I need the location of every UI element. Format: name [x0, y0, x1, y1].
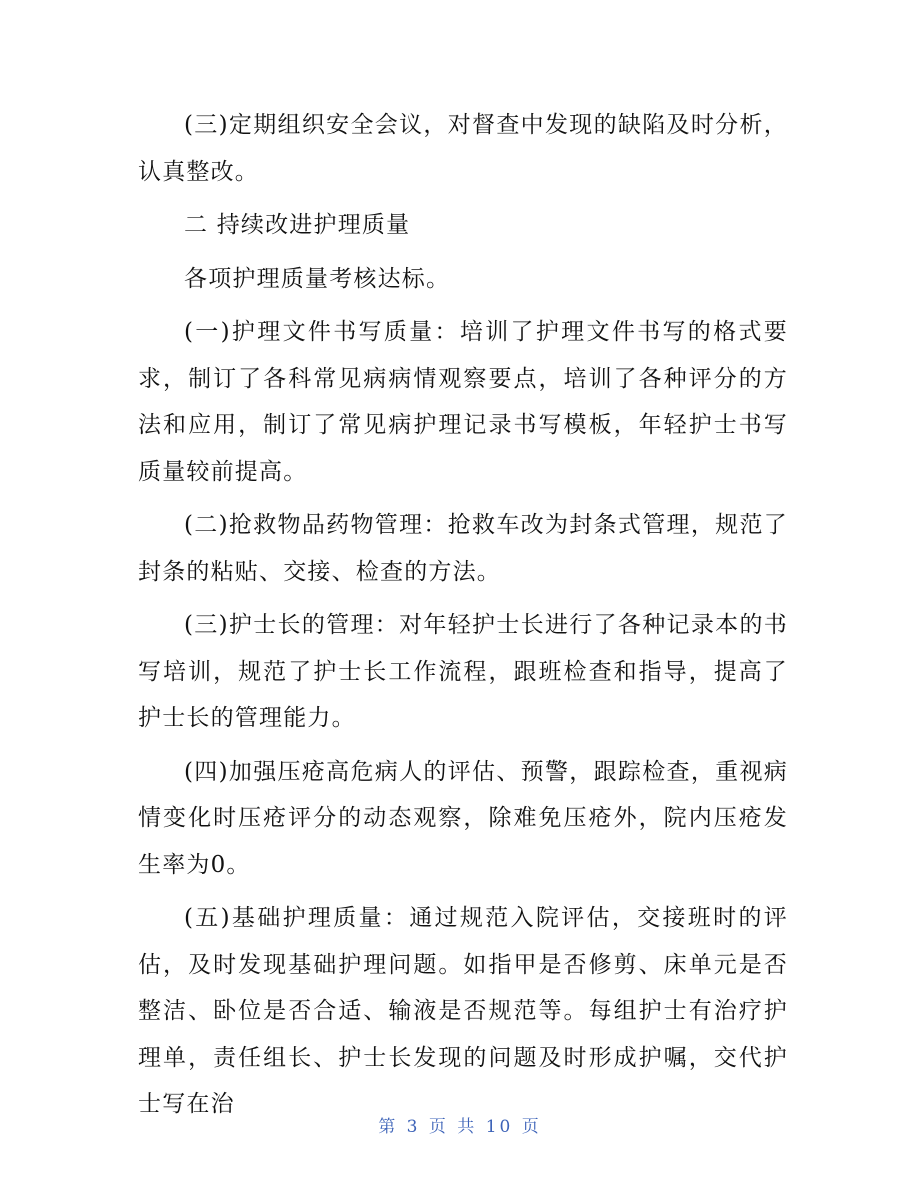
paragraph-safety-meeting: (三)定期组织安全会议，对督查中发现的缺陷及时分析，认真整改。: [138, 112, 788, 185]
paragraph-head-nurse-management: (三)护士长的管理：对年轻护士长进行了各种记录本的书写培训，规范了护士长工作流程，跟班检查和指导，提高了护士长的管理能力。: [138, 612, 788, 731]
section-heading-quality: 二 持续改进护理质量: [184, 212, 411, 238]
paragraph-quality-standards: 各项护理质量考核达标。: [184, 265, 451, 292]
paragraph-pressure-ulcer: (四)加强压疮高危病人的评估、预警，跟踪检查，重视病情变化时压疮评分的动态观察，除难免压疮外，院内压疮发生率为0。: [138, 758, 788, 878]
document-body: [138, 102, 788, 1135]
paragraph-document-writing: (一)护理文件书写质量：培训了护理文件书写的格式要求，制订了各科常见病病情观察要点，培训了各种评分的方法和应用，制订了常见病护理记录书写模板，年轻护士书写质量较前提高。: [138, 319, 788, 485]
paragraph-rescue-supplies: (二)抢救物品药物管理：抢救车改为封条式管理，规范了封条的粘贴、交接、检查的方法。: [138, 512, 788, 585]
paragraph-basic-care: (五)基础护理质量：通过规范入院评估，交接班时的评估，及时发现基础护理问题。如指甲是否修剪、床单元是否整洁、卧位是否合适、输液是否规范等。每组护士有治疗护理单，责任组长、护士长发现的问题及时形成护嘱，交代护士写在治: [138, 905, 788, 1117]
page-number-footer: 第 3 页 共 10 页: [378, 1117, 542, 1137]
